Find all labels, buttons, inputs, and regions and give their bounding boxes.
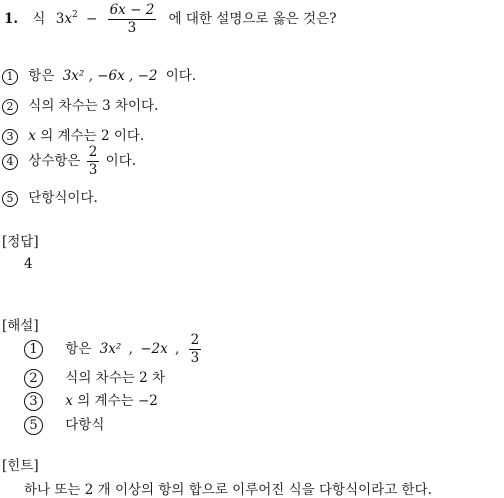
explanation-1-fraction: $\frac{2}{3}$ bbox=[190, 332, 200, 366]
explanation-item-5: 5 다항식 bbox=[24, 413, 104, 435]
explanation-item-3: 3 x 의 계수는 −2 bbox=[24, 389, 158, 411]
choice-4[interactable]: 4 상수항은 $\frac{2}{3}$ 이다. bbox=[2, 146, 136, 177]
choice-2[interactable]: 2 식의 차수는 3 차이다. bbox=[2, 94, 158, 115]
answer-value: 4 bbox=[24, 256, 33, 272]
choice-4-fraction: $\frac{2}{3}$ bbox=[88, 144, 98, 178]
hint-label: [힌트] bbox=[2, 458, 39, 474]
choice-mark-3: 3 bbox=[2, 129, 18, 145]
question-stem bbox=[4, 4, 336, 35]
question-suffix: 에 대한 설명으로 옳은 것은? bbox=[168, 11, 337, 27]
explanation-mark-1: 1 bbox=[24, 340, 43, 359]
choice-mark-1: 1 bbox=[2, 69, 18, 85]
choice-mark-5: 5 bbox=[2, 191, 18, 207]
question-prefix: 식 bbox=[32, 11, 46, 27]
answer-label: [정답] bbox=[2, 234, 39, 250]
stem-frac-denominator: 3 bbox=[127, 19, 137, 36]
explanation-label: [해설] bbox=[2, 318, 39, 334]
stem-term1: $3x^2$ bbox=[55, 10, 78, 27]
stem-fraction bbox=[108, 4, 157, 35]
choice-mark-2: 2 bbox=[2, 99, 18, 115]
hint-text: 하나 또는 2 개 이상의 항의 합으로 이루어진 식을 다항식이라고 한다. bbox=[24, 482, 432, 498]
question-number: 1. bbox=[4, 11, 19, 27]
choice-3[interactable]: 3 x 의 계수는 2 이다. bbox=[2, 124, 144, 145]
choice-mark-4: 4 bbox=[2, 154, 18, 170]
stem-frac-numerator: 6x − 2 bbox=[109, 2, 155, 18]
explanation-item-1: 1 항은 3x² , −2x , $\frac{2}{3}$ bbox=[24, 334, 203, 365]
choice-1-math: 3x² , −6x , −2 bbox=[62, 68, 158, 84]
choice-1[interactable]: 1 항은 3x² , −6x , −2 이다. bbox=[2, 64, 196, 85]
choice-5[interactable]: 5 단항식이다. bbox=[2, 186, 98, 207]
explanation-mark-2: 2 bbox=[24, 369, 43, 388]
explanation-item-2: 2 식의 차수는 2 차 bbox=[24, 366, 165, 388]
stem-minus: − bbox=[85, 11, 98, 27]
explanation-mark-3: 3 bbox=[24, 392, 43, 411]
explanation-mark-5: 5 bbox=[24, 416, 43, 435]
